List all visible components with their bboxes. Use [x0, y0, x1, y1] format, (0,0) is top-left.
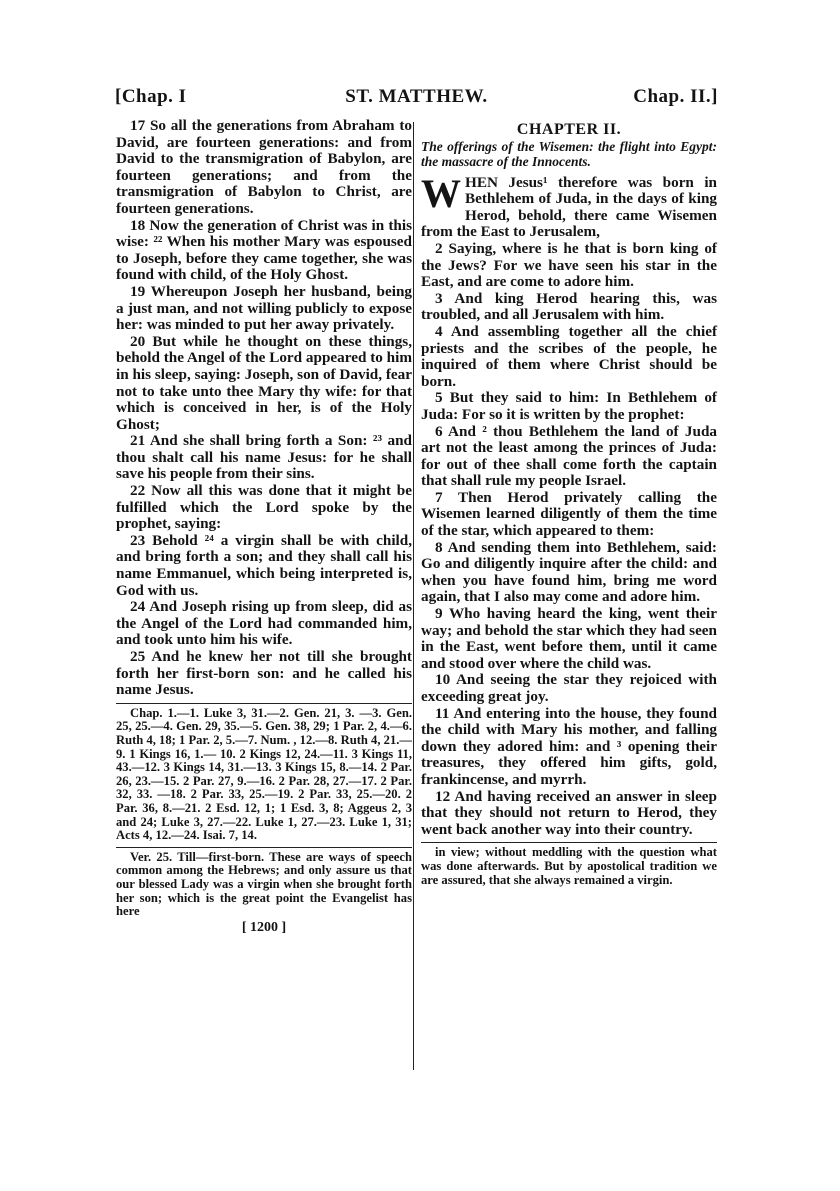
cross-references: Chap. 1.—1. Luke 3, 31.—2. Gen. 21, 3. —3. Gen. 25, 25.—4. Gen. 29, 35.—5. Gen. 38, 29; 1 Par. 2, 4.—6. Ruth 4, 18; 1 Par. 2, 5.—7. Num. , 12.—8. Ruth 4, 21.—9. 1 Kings 16, 1.— 10. 2 Kings 12, 24.—11. 3 Kings 11, 43.—12. 3 Kings 14, 31.—13. 3 Kings 15, 8.—14. 2 Par. 26, 23.—15. 2 Par. 27, 9.—16. 2 Par. 28, 27.—17. 2 Par. 32, 33. —18. 2 Par. 33, 25.—19. 2 Par. 33, 25.—20. 2 Par. 36, 8.—21. 2 Esd. 12, 1; 1 Esd. 3, 8; Aggeus 2, 3 and 24; Luke 3, 27.—22. Luke 1, 27.—23. Luke 1, 31; Acts 4, 12.—24. Isai. 7, 14.	[116, 703, 412, 843]
verse: 20 But while he thought on these things, behold the Angel of the Lord appeared to him in his sleep, saying: Joseph, son of David, fear not to take unto thee Mary thy wife: for that which is conceived in her, is of the Holy Ghost;	[116, 332, 412, 433]
verse: 23 Behold ²⁴ a virgin shall be with child, and bring forth a son; and they shall call his name Emmanuel, which being interpreted is, God with us.	[116, 531, 412, 599]
verse: 17 So all the generations from Abraham to David, are fourteen generations: and from David to the transmigration of Babylon, are fourteen generations; and from the transmigration of Babylon to Christ, are fourteen generations.	[116, 117, 412, 217]
drop-cap: W	[421, 170, 461, 216]
footnote: Ver. 25. Till—first-born. These are ways of speech common among the Hebrews; and only assure us that our blessed Lady was a virgin when she brought forth her son; which is the great point the Evangelist has here	[116, 847, 412, 919]
column-divider	[413, 122, 414, 1070]
header-right: Chap. II.]	[633, 86, 718, 107]
verse: 25 And he knew her not till she brought forth her first-born son: and he called his name Jesus.	[116, 648, 412, 699]
verse: 19 Whereupon Joseph her husband, being a just man, and not willing publicly to expose her: was minded to put her away privately.	[116, 282, 412, 334]
chapter-heading: CHAPTER II.	[516, 121, 622, 138]
verse: 10 And seeing the star they rejoiced with exceeding great joy.	[421, 671, 717, 705]
verse: 24 And Joseph rising up from sleep, did as the Angel of the Lord had commanded him, and took unto him his wife.	[116, 598, 412, 649]
verse: 5 But they said to him: In Bethlehem of Juda: For so it is written by the prophet:	[421, 389, 717, 423]
first-verse-text: HEN Jesus¹ therefore was born in Bethlehem of Juda, in the days of king Herod, behold, there came Wisemen from the East to Jerusalem,	[421, 173, 717, 241]
verse: 11 And entering into the house, they found the child with Mary his mother, and falling down they adored him: and ³ opening their treasures, they offered him gifts, gold, frankincense, and myrrh.	[421, 704, 717, 788]
first-verse	[421, 170, 717, 241]
verse: 9 Who having heard the king, went their way; and behold the star which they had seen in the East, went before them, until it came and stood over where the child was.	[421, 605, 717, 672]
verse: 3 And king Herod hearing this, was troubled, and all Jerusalem with him.	[421, 289, 717, 324]
chapter-summary: The offerings of the Wisemen: the flight into Egypt: the massacre of the Innocents.	[421, 138, 717, 169]
running-header	[115, 86, 718, 112]
verse: 22 Now all this was done that it might be fulfilled which the Lord spoke by the prophet, saying:	[116, 482, 412, 533]
verse: 12 And having received an answer in sleep that they should not return to Herod, they went back another way into their country.	[421, 787, 717, 838]
verse: 7 Then Herod privately calling the Wisemen learned diligently of them the time of the star, which appeared to them:	[421, 488, 717, 540]
verse: 18 Now the generation of Christ was in this wise: ²² When his mother Mary was espoused to Joseph, before they came together, she was found with child, of the Holy Ghost.	[116, 216, 412, 284]
verse: 21 And she shall bring forth a Son: ²³ and thou shalt call his name Jesus: for he shall save his people from their sins.	[116, 432, 412, 483]
verse: 8 And sending them into Bethlehem, said: Go and diligently inquire after the child: and when you have found him, bring me word again, that I also may come and adore him.	[421, 538, 717, 606]
page-number: [ 1200 ]	[241, 919, 287, 935]
verse: 2 Saying, where is he that is born king of the Jews? For we have seen his star in the East, and are come to adore him.	[421, 239, 717, 291]
right-column	[421, 118, 717, 887]
verse: 6 And ² thou Bethlehem the land of Juda art not the least among the princes of Juda: for out of thee shall come forth the captain that shall rule my people Israel.	[421, 422, 717, 490]
verse: 4 And assembling together all the chief priests and the scribes of the people, he inquired of them where Christ should be born.	[421, 322, 717, 390]
footnote-continued: in view; without meddling with the question what was done afterwards. But by apostolical tradition we are assured, that she always remained a virgin.	[421, 842, 717, 887]
header-left: [Chap. I	[115, 86, 187, 107]
header-title: ST. MATTHEW.	[345, 86, 488, 107]
left-column	[116, 118, 412, 936]
